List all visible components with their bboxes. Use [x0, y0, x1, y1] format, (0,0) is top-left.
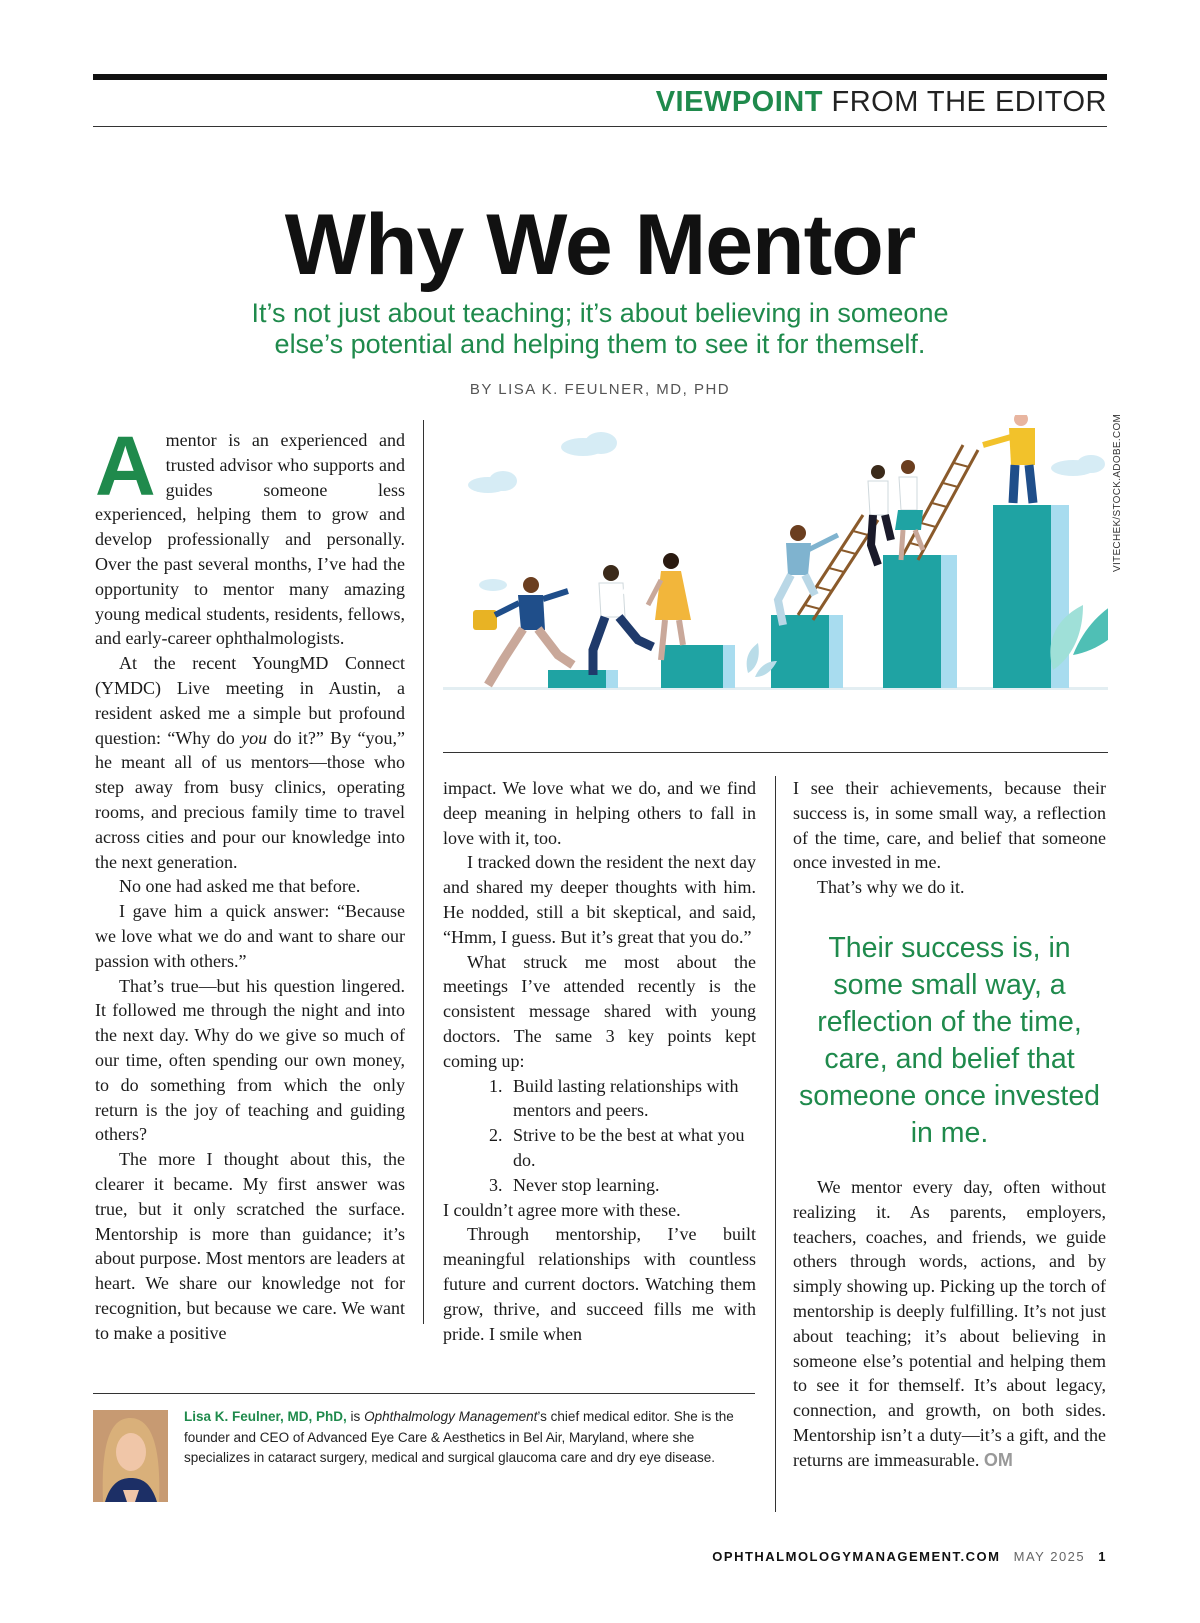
author-name: Lisa K. Feulner, MD, PhD,	[184, 1409, 347, 1424]
bio-text: ’s chief medical editor. She is the founder and CEO of Advanced Eye Care & Aesthetics in Bel Air, Maryland, where she specializes in cataract surgery, medical and surgical glaucoma care and dry eye disease.	[184, 1409, 734, 1465]
paragraph-text: mentor is an experienced and trusted advisor who supports and guides someone less experienced, helping them to grow and develop professionally and personally. Over the past several months, I’ve had the opportunity to mentor many amazing young medical students, residents, fellows, and early-career ophthalmologists.	[95, 430, 405, 649]
bio-rule	[93, 1393, 755, 1394]
column-2	[443, 776, 756, 1346]
column-3-top	[793, 776, 1106, 900]
section-header	[656, 86, 1107, 126]
paragraph: Through mentorship, I’ve built meaningful relationships with countless future and current doctors. Watching them grow, thrive, and succeed fills me with pride. I smile when	[443, 1224, 756, 1344]
article-subtitle	[150, 298, 1050, 360]
mentoring-illustration	[443, 415, 1108, 740]
column-1	[95, 419, 406, 1345]
illustration-rule	[443, 752, 1108, 753]
paragraph	[95, 419, 405, 651]
article-title: Why We Mentor	[284, 197, 916, 293]
publication-name: Ophthalmology Management	[364, 1409, 538, 1424]
paragraph	[793, 1175, 1106, 1473]
author-photo	[93, 1410, 168, 1502]
paragraph-text: At the recent YoungMD Connect (YMDC) Live meeting in Austin, a resident asked me a simple but profound question: “Why do	[95, 653, 405, 748]
paragraph: The more I thought about this, the clearer it became. My first answer was true, but it only scratched the surface. Mentorship is more than guidance; it’s about purpose. Most mentors are leaders at heart. We share our knowledge not for recognition, but because we care. We want to make a positive	[95, 1149, 405, 1343]
top-rule	[93, 74, 1107, 80]
end-mark: OM	[983, 1449, 1013, 1470]
paragraph: I couldn’t agree more with these.	[443, 1199, 681, 1220]
author-bio	[184, 1407, 764, 1469]
byline: BY LISA K. FEULNER, MD, PHD	[469, 381, 731, 398]
subtitle-line-1: It’s not just about teaching; it’s about believing in someone	[251, 298, 949, 328]
paragraph: I see their achievements, because their success is, in some small way, a reflection of the time, care, and belief that someone once invested in me.	[793, 778, 1106, 873]
paragraph: impact. We love what we do, and we find deep meaning in helping others to fall in love with it, too.	[443, 778, 756, 848]
paragraph: What struck me most about the meetings I’ve attended recently is the consistent message shared with young doctors. The same 3 key points kept coming up:	[443, 951, 756, 1071]
emphasis: you	[241, 727, 268, 748]
paragraph-text: do it?” By “you,” he meant all of us mentors—those who step away from busy clinics, operating rooms, and precious family time to travel across cities and pour our knowledge into the next generation.	[95, 727, 406, 872]
column-divider	[775, 776, 776, 1512]
footer-site: OPHTHALMOLOGYMANAGEMENT.COM	[712, 1549, 1001, 1564]
paragraph: That’s why we do it.	[817, 877, 965, 898]
footer-date: MAY 2025	[1013, 1549, 1086, 1564]
paragraph	[95, 651, 405, 874]
column-3-bottom	[793, 1175, 1106, 1473]
paragraph: That’s true—but his question lingered. It followed me through the night and into the next day. Why do we give so much of our time, often spending our own money, to do something from which the only return is the joy of teaching and guiding others?	[95, 975, 405, 1145]
subtitle-line-2: else’s potential and helping them to see it for themself.	[274, 329, 926, 359]
bio-text: is	[350, 1409, 361, 1424]
page-footer	[712, 1549, 1107, 1564]
pull-quote: Their success is, in some small way, a reflection of the time, care, and belief that someone once invested in me.	[798, 932, 1101, 1149]
paragraph: No one had asked me that before.	[119, 876, 361, 897]
header-rule	[93, 126, 1107, 127]
column-divider	[423, 420, 424, 1324]
paragraph: I gave him a quick answer: “Because we love what we do and want to share our passion with others.”	[95, 901, 405, 971]
list-item: 1. Build lasting relationships with mentors and peers.	[507, 1074, 756, 1124]
page-number: 1	[1098, 1549, 1107, 1564]
key-points-list	[443, 1074, 756, 1198]
paragraph: I tracked down the resident the next day and shared my deeper thoughts with him. He nodded, still a bit skeptical, and said, “Hmm, I guess. But it’s great that you do.”	[443, 852, 756, 947]
drop-cap: A	[95, 419, 156, 513]
list-item: 2. Strive to be the best at what you do.	[507, 1123, 756, 1173]
paragraph-text: We mentor every day, often without realizing it. As parents, employers, teachers, coaches, and friends, we guide others through words, actions, and by simply showing up. Picking up the torch of mentorship is deeply fulfilling. It’s not just about teaching; it’s about believing in someone else’s potential and helping them to see it for themself. It’s about legacy, connection, and growth, on both sides. Mentorship isn’t a duty—it’s a gift, and the returns are immeasurable.	[793, 1177, 1106, 1470]
section-label: VIEWPOINT	[655, 86, 823, 118]
list-item: 3. Never stop learning.	[507, 1173, 756, 1198]
image-credit: VITECHEK/STOCK.ADOBE.COM	[1112, 413, 1123, 572]
subsection-label: FROM THE EDITOR	[831, 86, 1107, 118]
